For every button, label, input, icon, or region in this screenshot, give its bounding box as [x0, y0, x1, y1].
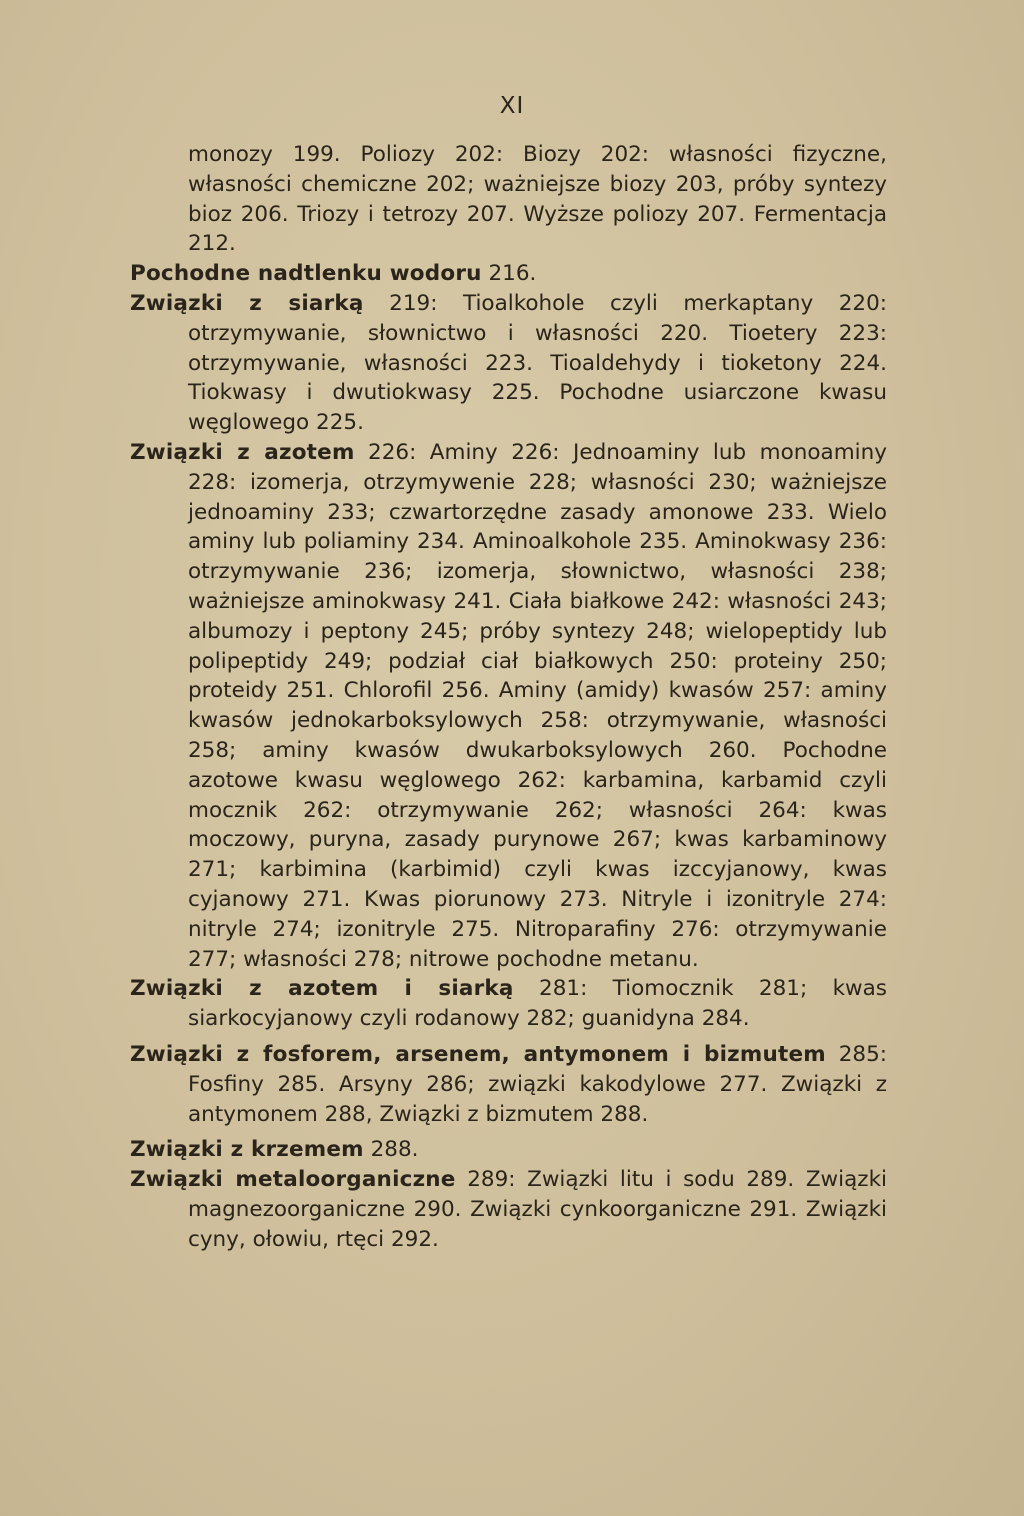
entry-heading: Związki z fosforem, arsenem, antymonem i bizmutem: [130, 1041, 826, 1067]
entry-heading: Związki metaloorganiczne: [130, 1167, 456, 1193]
toc-entry: [130, 1165, 887, 1254]
entry-text: 289: Związki litu i sodu 289. Związki magnezoorganiczne 290. Związki cynkoorganiczne 291. Związki cyny, ołowiu, rtęci 292.: [188, 1167, 887, 1252]
entry-text: 288.: [370, 1137, 419, 1163]
entry-text: monozy 199. Poliozy 202: Biozy 202: własności fizyczne, własności chemiczne 202; ważniejsze biozy 203, próby syntezy bioz 206. Triozy i tetrozy 207. Wyższe poliozy 207. Fermentacja 212.: [188, 142, 887, 257]
entry-text: 281: Tiomocznik 281; kwas siarkocyjanowy czyli rodanowy 282; guanidyna 284.: [188, 976, 887, 1032]
entry-heading: Związki z azotem i siarką: [130, 976, 514, 1002]
entry-heading: Pochodne nadtlenku wodoru: [130, 261, 482, 287]
toc-entry: [130, 974, 887, 1034]
entry-text: 285: Fosfiny 285. Arsyny 286; związki kakodylowe 277. Związki z antymonem 288, Związki z bizmutem 288.: [188, 1041, 888, 1127]
entry-text: 219: Tioalkohole czyli merkaptany 220: otrzymywanie, słownictwo i własności 220. Tioetery 223: otrzymywanie, własności 223. Tioaldehydy i tioketony 224. Tiokwasy i dwutiokwasy 225. Pochodne usiarczone kwasu węglowego 225.: [188, 290, 887, 436]
toc-entry-continuation: [130, 140, 887, 259]
entry-heading: Związki z krzemem: [130, 1137, 364, 1163]
toc-entry: [130, 289, 887, 438]
page-number: XI: [499, 93, 525, 119]
entry-text: 226: Aminy 226: Jednoaminy lub monoaminy 228: izomerja, otrzymywenie 228; własności 230; ważniejsze jednoaminy 233; czwartorzędne zasady amonowe 233. Wielo aminy lub poliaminy 234. Aminoalkohole 235. Aminokwasy 236: otrzymywanie 236; izomerja, słownictwo, własności 238; ważniejsze aminokwasy 241. Ciała białkowe 242: własności 243; albumozy i peptony 245; próby syntezy 248; wielopeptidy lub polipeptidy 249; podział ciał białkowych 250: proteiny 250; proteidy 251. Chlorofil 256. Aminy (amidy) kwasów 257: aminy kwasów jednokarboksylowych 258: otrzymywanie, własności 258; aminy kwasów dwukarboksylowych 260. Pochodne azotowe kwasu węglowego 262: karbamina, karbamid czyli mocznik 262: otrzymywanie 262; własności 264: kwas moczowy, puryna, zasady purynowe 267; kwas karbaminowy 271; karbimina (karbimid) czyli kwas izccyjanowy, kwas cyjanowy 271. Kwas piorunowy 273. Nitryle i izonitryle 274: nitryle 274; izonitryle 275. Nitroparafiny 276: otrzymywanie 277; własności 278; nitrowe pochodne metanu.: [188, 439, 887, 972]
toc-entry: [130, 1040, 887, 1129]
table-of-contents: [130, 140, 887, 1254]
toc-entry: [130, 259, 887, 289]
entry-heading: Związki z azotem: [130, 439, 355, 465]
toc-entry: [130, 438, 887, 974]
entry-heading: Związki z siarką: [130, 290, 364, 316]
toc-entry: [130, 1135, 887, 1165]
entry-text: 216.: [488, 261, 537, 287]
